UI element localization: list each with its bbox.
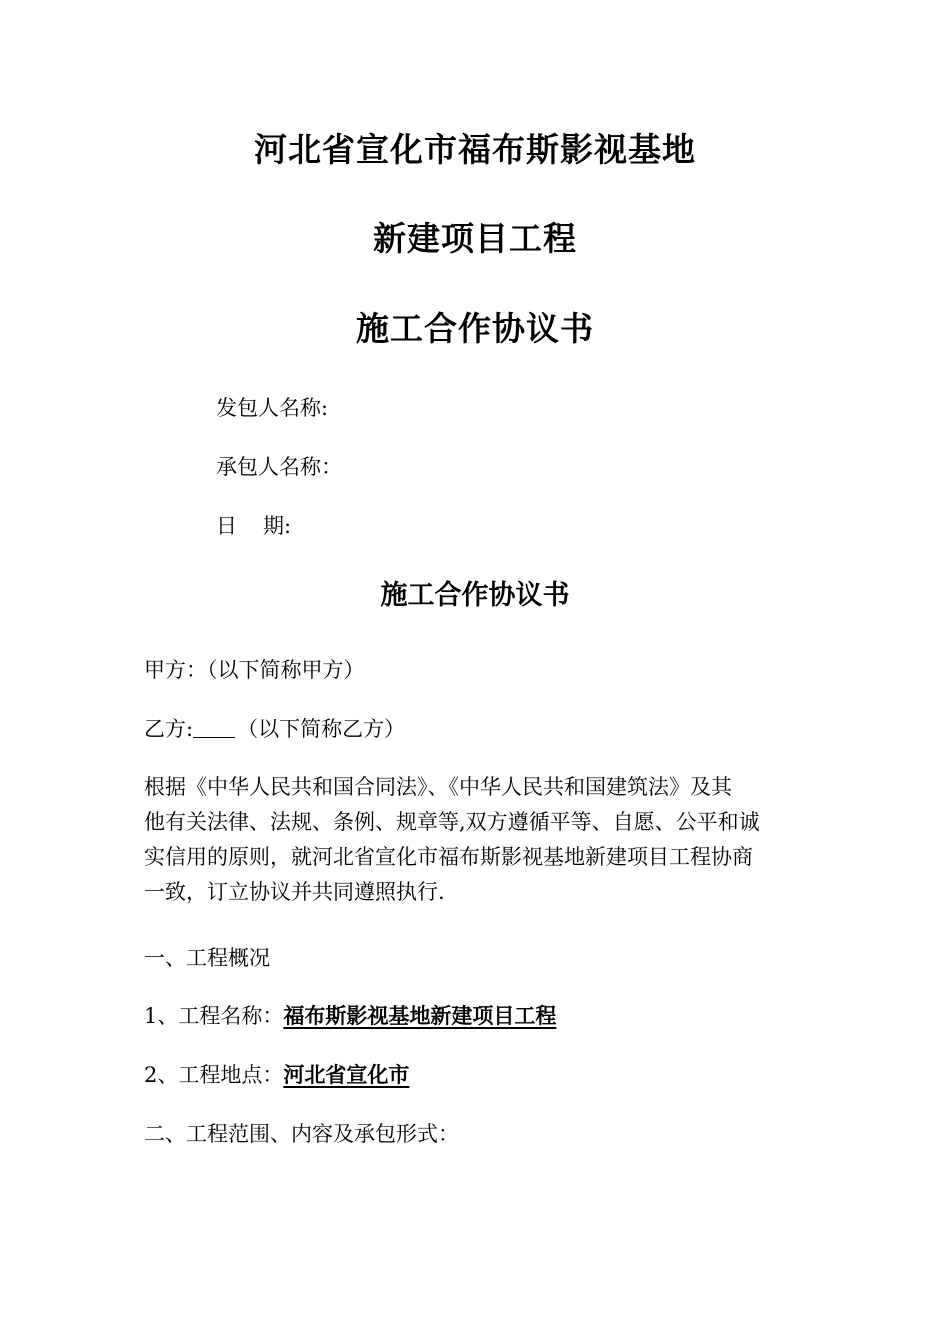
party-b-suffix: （以下简称乙方） [237, 717, 406, 741]
agreement-heading: 施工合作协议书 [380, 580, 570, 611]
section2-heading: 二、工程范围、内容及承包形式： [144, 1122, 459, 1146]
date-label-part2: 期: [263, 514, 292, 538]
party-b-blank [193, 717, 235, 738]
project-name-item [144, 1002, 810, 1030]
project-location-label: 2、工程地点： [144, 1063, 284, 1087]
preamble-line: 一致，订立协议并共同遵照执行. [144, 880, 445, 904]
preamble-line: 根据《中华人民共和国合同法》、《中华人民共和国建筑法》及其 [144, 775, 732, 799]
cover-title-line3: 施工合作协议书 [356, 309, 594, 348]
cover-title-line1: 河北省宣化市福布斯影视基地 [254, 130, 696, 169]
employer-name-label: 发包人名称: [216, 396, 329, 420]
project-location-item [144, 1061, 810, 1089]
preamble-line: 他有关法律、法规、条例、规章等,双方遵循平等、自愿、公平和诚 [144, 810, 760, 834]
section1-heading: 一、工程概况 [144, 946, 270, 970]
contractor-name-label: 承包人名称： [216, 455, 342, 479]
date-label-part1: 日 [216, 514, 237, 538]
project-name-label: 1、工程名称： [144, 1004, 284, 1028]
date-label [216, 512, 291, 540]
party-b-prefix: 乙方: [144, 717, 194, 741]
cover-title-line2: 新建项目工程 [373, 219, 577, 258]
preamble-paragraph [144, 770, 810, 910]
party-b-line [144, 715, 810, 743]
party-a-line: 甲方：（以下简称甲方） [144, 658, 365, 682]
preamble-line: 实信用的原则，就河北省宣化市福布斯影视基地新建项目工程协商 [144, 845, 753, 869]
project-name-value: 福布斯影视基地新建项目工程 [283, 1004, 557, 1028]
project-location-value: 河北省宣化市 [283, 1063, 410, 1087]
